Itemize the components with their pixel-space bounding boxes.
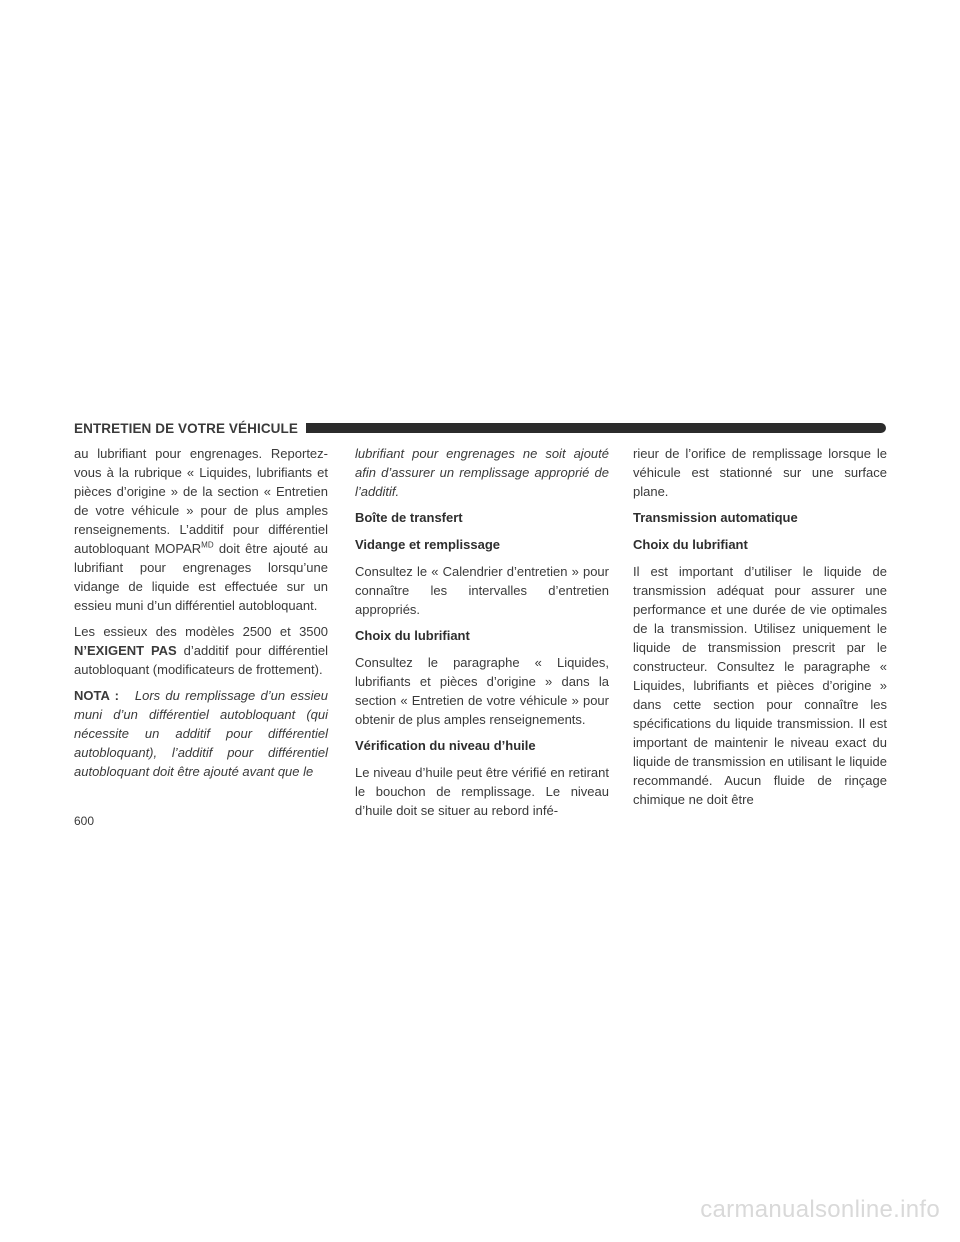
- column-right: [633, 444, 887, 816]
- emphasis-nexigent-pas: N’EXIGENT PAS: [74, 643, 177, 658]
- paragraph-orifice: rieur de l’orifice de remplissage lorsque le véhicule est stationné sur une surface plane.: [633, 446, 887, 499]
- heading-vidange-remplissage: Vidange et remplissage: [355, 537, 500, 552]
- heading-verification-niveau: Vérification du niveau d’huile: [355, 738, 536, 753]
- trademark-superscript: MD: [201, 540, 214, 550]
- section-header: [74, 417, 886, 439]
- paragraph-essieux: Les essieux des modèles 2500 et 3500 N’EXIGENT PAS d’additif pour différentiel autobloquant (modificateurs de frottement).: [74, 624, 328, 677]
- watermark-text: carmanualsonline.info: [700, 1196, 940, 1223]
- heading-choix-lubrifiant-transmission: Choix du lubrifiant: [633, 537, 748, 552]
- paragraph-niveau-huile: Le niveau d’huile peut être vérifié en retirant le bouchon de remplissage. Le niveau d’huile doit se situer au rebord infé-: [355, 765, 609, 818]
- paragraph-liquide-transmission: Il est important d’utiliser le liquide de transmission adéquat pour assurer une performance et une durée de vie optimales de la transmission. Utilisez uniquement le liquide de transmission prescrit par le constructeur. Consultez le paragraphe « Liquides, lubrifiants et pièces d’origine » dans cette section pour connaître les spécifications du liquide transmission. Il est important de maintenir le niveau exact du liquide de transmission en utilisant le liquide recommandé. Aucun fluide de rinçage chimique ne doit être: [633, 564, 887, 807]
- column-middle: [355, 444, 609, 827]
- nota-paragraph: [74, 686, 328, 781]
- heading-choix-lubrifiant: Choix du lubrifiant: [355, 628, 470, 643]
- paragraph-additif: au lubrifiant pour engrenages. Reportez-vous à la rubrique « Liquides, lubrifiants et pièces d’origine » de la section « Entretien de votre véhicule » pour de plus amples renseignements. L’additif pour différentiel autobloquant $MOPAR^{MD}$ doit être ajouté au lubrifiant pour engrenages lorsqu’une vidange de liquide est effectuée sur un essieu muni d’un différentiel autobloquant.: [74, 446, 328, 613]
- section-title: ENTRETIEN DE VOTRE VÉHICULE: [74, 420, 298, 436]
- column-left: [74, 444, 328, 788]
- nota-continuation: lubrifiant pour engrenages ne soit ajouté afin d’assurer un remplissage approprié de l’additif.: [355, 446, 609, 499]
- header-rule: [306, 423, 886, 433]
- nota-label: NOTA :: [74, 688, 119, 703]
- nota-text: Lors du remplissage d’un essieu muni d’un différentiel autobloquant (qui nécessite un additif pour différentiel autobloquant), l’additif pour différentiel autobloquant doit être ajouté avant que le: [74, 688, 328, 779]
- heading-boite-transfert: Boîte de transfert: [355, 510, 463, 525]
- heading-transmission-automatique: Transmission automatique: [633, 510, 798, 525]
- paragraph-calendrier: Consultez le « Calendrier d’entretien » pour connaître les intervalles d’entretien appropriés.: [355, 564, 609, 617]
- paragraph-liquides: Consultez le paragraphe « Liquides, lubrifiants et pièces d’origine » dans la section « Entretien de votre véhicule » pour obtenir de plus amples renseignements.: [355, 655, 609, 727]
- page-number: 600: [74, 814, 95, 828]
